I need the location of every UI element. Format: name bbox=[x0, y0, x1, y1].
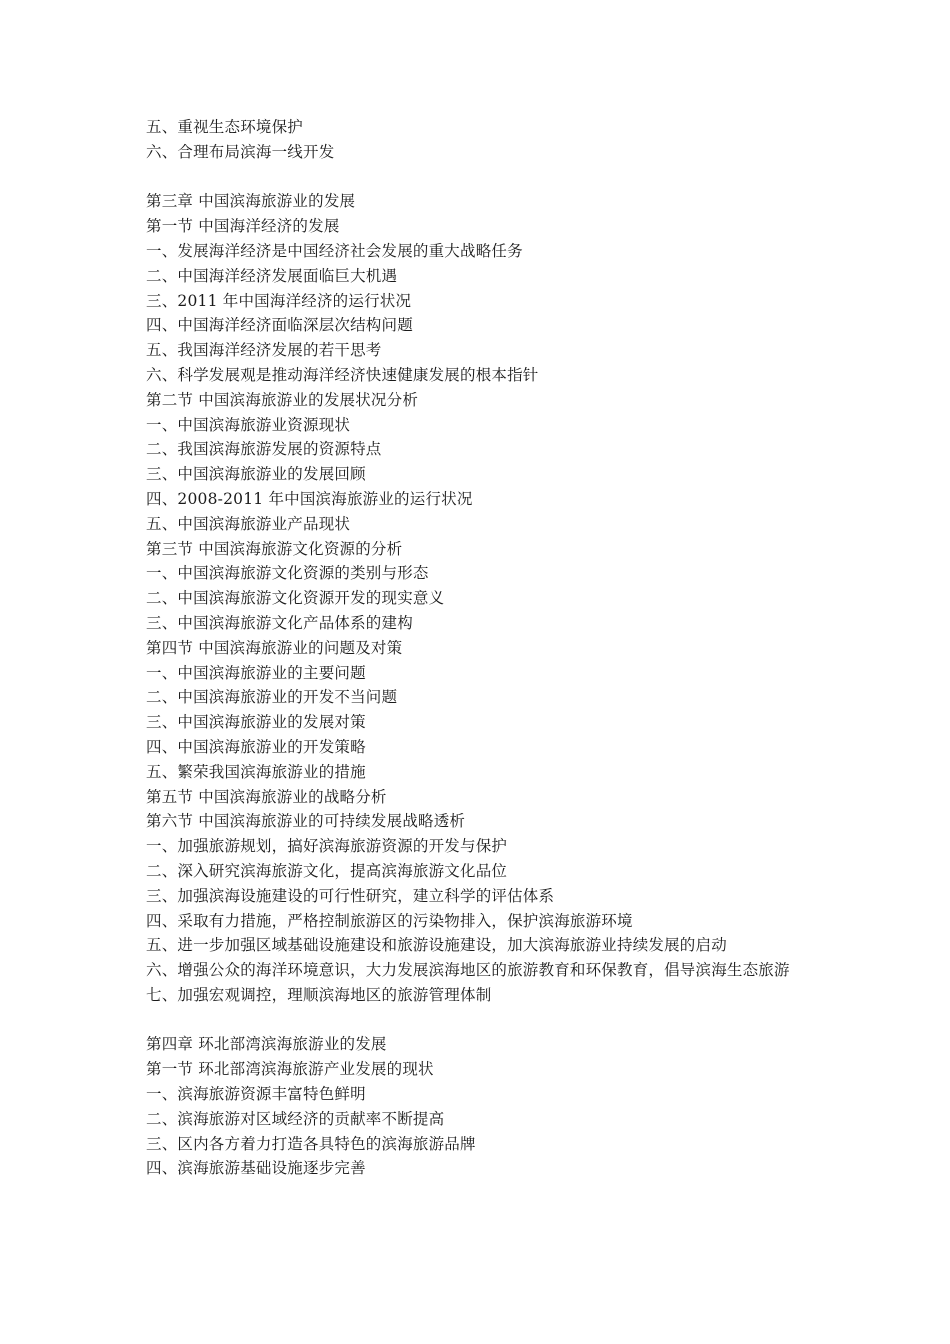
section-heading: 第三节 中国滨海旅游文化资源的分析 bbox=[146, 539, 403, 558]
toc-item: 六、科学发展观是推动海洋经济快速健康发展的根本指针 bbox=[146, 365, 539, 384]
toc-item: 四、滨海旅游基础设施逐步完善 bbox=[146, 1159, 366, 1178]
toc-item: 二、深入研究滨海旅游文化，提高滨海旅游文化品位 bbox=[146, 861, 508, 880]
section-heading: 第二节 中国滨海旅游业的发展状况分析 bbox=[146, 390, 419, 409]
chapter-heading: 第三章 中国滨海旅游业的发展 bbox=[146, 192, 356, 211]
toc-item: 五、我国海洋经济发展的若干思考 bbox=[146, 341, 382, 360]
section-heading: 第四节 中国滨海旅游业的问题及对策 bbox=[146, 638, 403, 657]
toc-item: 一、中国滨海旅游业的主要问题 bbox=[146, 663, 366, 682]
toc-item: 三、区内各方着力打造各具特色的滨海旅游品牌 bbox=[146, 1134, 476, 1153]
blank-line bbox=[146, 165, 826, 190]
toc-item: 四、采取有力措施，严格控制旅游区的污染物排入，保护滨海旅游环境 bbox=[146, 911, 633, 930]
toc-item: 七、加强宏观调控，理顺滨海地区的旅游管理体制 bbox=[146, 985, 492, 1004]
toc-item: 二、中国滨海旅游业的开发不当问题 bbox=[146, 688, 398, 707]
toc-item: 二、中国海洋经济发展面临巨大机遇 bbox=[146, 266, 398, 285]
toc-item: 四、中国海洋经济面临深层次结构问题 bbox=[146, 316, 413, 335]
toc-item: 三、2011 年中国海洋经济的运行状况 bbox=[146, 291, 412, 310]
section-heading: 第六节 中国滨海旅游业的可持续发展战略透析 bbox=[146, 812, 466, 831]
toc-document-page bbox=[146, 115, 826, 1181]
blank-line bbox=[146, 1008, 826, 1033]
toc-item: 一、中国滨海旅游文化资源的类别与形态 bbox=[146, 564, 429, 583]
toc-item: 一、发展海洋经济是中国经济社会发展的重大战略任务 bbox=[146, 241, 523, 260]
toc-item: 一、加强旅游规划，搞好滨海旅游资源的开发与保护 bbox=[146, 837, 508, 856]
toc-item: 五、重视生态环境保护 bbox=[146, 118, 304, 136]
toc-item: 五、进一步加强区域基础设施建设和旅游设施建设，加大滨海旅游业持续发展的启动 bbox=[146, 936, 727, 955]
toc-item: 三、中国滨海旅游文化产品体系的建构 bbox=[146, 613, 413, 632]
toc-item-wrapped: 六、增强公众的海洋环境意识，大力发展滨海地区的旅游教育和环保教育，倡导滨海生态旅游 bbox=[146, 961, 790, 980]
section-heading: 第五节 中国滨海旅游业的战略分析 bbox=[146, 787, 387, 806]
toc-item: 二、我国滨海旅游发展的资源特点 bbox=[146, 440, 382, 459]
toc-item: 三、加强滨海设施建设的可行性研究，建立科学的评估体系 bbox=[146, 886, 555, 905]
toc-item: 四、2008-2011 年中国滨海旅游业的运行状况 bbox=[146, 489, 473, 508]
toc-item: 六、合理布局滨海一线开发 bbox=[146, 142, 335, 161]
toc-item: 二、滨海旅游对区域经济的贡献率不断提高 bbox=[146, 1109, 445, 1128]
section-heading: 第一节 环北部湾滨海旅游产业发展的现状 bbox=[146, 1060, 434, 1079]
toc-item: 一、滨海旅游资源丰富特色鲜明 bbox=[146, 1085, 366, 1104]
toc-item: 五、繁荣我国滨海旅游业的措施 bbox=[146, 762, 366, 781]
toc-item: 四、中国滨海旅游业的开发策略 bbox=[146, 737, 366, 756]
toc-item: 一、中国滨海旅游业资源现状 bbox=[146, 415, 351, 434]
toc-item: 三、中国滨海旅游业的发展对策 bbox=[146, 713, 366, 732]
section-heading: 第一节 中国海洋经济的发展 bbox=[146, 217, 340, 236]
chapter-heading: 第四章 环北部湾滨海旅游业的发展 bbox=[146, 1035, 387, 1054]
toc-item: 五、中国滨海旅游业产品现状 bbox=[146, 514, 351, 533]
toc-item: 三、中国滨海旅游业的发展回顾 bbox=[146, 465, 366, 484]
toc-item: 二、中国滨海旅游文化资源开发的现实意义 bbox=[146, 589, 445, 608]
